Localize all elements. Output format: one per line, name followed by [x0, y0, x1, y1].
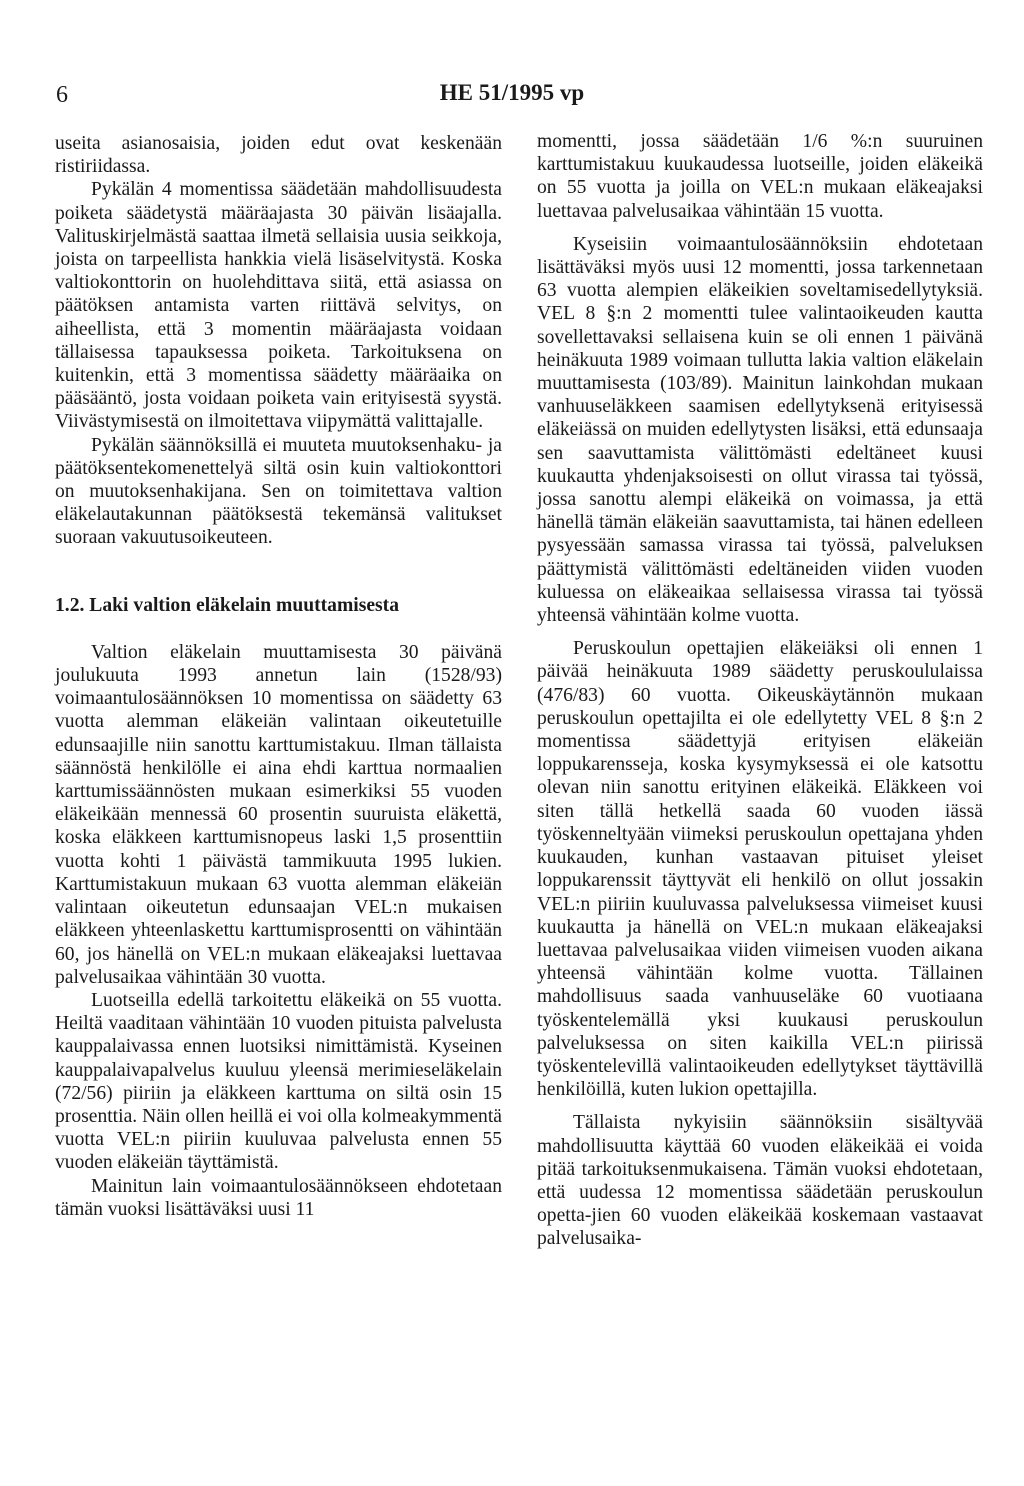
right-column [537, 130, 983, 1251]
running-title: HE 51/1995 vp [439, 80, 585, 105]
left-column [55, 132, 502, 1221]
section-heading: 1.2. Laki valtion eläkelain muuttamisesta [55, 594, 400, 616]
paragraph: momentti, jossa säädetään 1/6 %:n suuruinen karttumistakuu kuukaudessa luotseille, joiden eläkeikä on 55 vuotta ja joilla on VEL:n mukaan eläkeajaksi luettavaa palvelusaikaa vähintään 15 vuotta. [537, 131, 983, 222]
paragraph: useita asianosaisia, joiden edut ovat keskenään ristiriidassa. [55, 133, 502, 178]
page-number: 6 [56, 82, 68, 108]
paragraph: Pykälän 4 momentissa säädetään mahdollisuudesta poiketa säädetystä määräajasta 30 päivän lisäajalla. Valituskirjelmästä saattaa ilmetä sellaisia uusia seikkoja, joista on tarpeellista hankkia vielä lisäselvitystä. Koska valtiokonttorin on huolehdittava siitä, että asiassa on päätöksen antamista varten riittävä selvitys, on aiheellista, että 3 momentin määräajasta voidaan tällaisessa tapauksessa poiketa. Tarkoituksena on kuitenkin, että 3 momentissa säädetty määräaika on pääsääntö, josta voidaan poiketa vain erityisestä syystä. Viivästymisestä on ilmoitettava viipymättä valittajalle. [55, 179, 502, 433]
paragraph: Peruskoulun opettajien eläkeiäksi oli ennen 1 päivää heinäkuuta 1989 säädetty peruskoululaissa (476/83) 60 vuotta. Oikeuskäytännön mukaan peruskoulun opettajilta ei ole edellytetty VEL 8 §:n 2 momentissa säädettyjä erityisen eläkeiän loppukarensseja, koska kysymyksessä ei ole katsottu olevan niin sanottu erityinen eläkeikä. Eläkkeen voi siten tällä hetkellä saada 60 vuoden iässä työskenneltyään viimeksi peruskoulun opettajana yhden kuukauden, kunhan vastaavan pituiset yleiset loppukarenssit täyttyvät eli henkilö on ollut jossakin VEL:n piiriin kuuluvassa palveluksessa viimeiset kuusi kuukautta ja hänellä on VEL:n mukaan eläkeajaksi luettavaa palvelusaikaa viiden viimeisen vuoden aikana yhteensä vähintään kolme vuotta. Tällainen mahdollisuus saada vanhuuseläke 60 vuotiaana työskentelemällä yksi kuukausi peruskoulun palveluksessa on siten kaikilla VEL:n piirissä työskentelevillä valintaoikeuden edellytykset täyttävillä henkilöillä, kuten lukion opettajilla. [537, 638, 983, 1101]
paragraph: Mainitun lain voimaantulosäännökseen ehdotetaan tämän vuoksi lisättäväksi uusi 11 [55, 1175, 502, 1220]
paragraph: Pykälän säännöksillä ei muuteta muutoksenhaku- ja päätöksentekomenettelyä siltä osin kuin valtiokonttori on muutoksenhakijana. Sen on toimitettava valtion eläkelautakunnan päätöksestä tekemänsä valitukset suoraan vakuutusoikeuteen. [55, 434, 502, 549]
paragraph: Valtion eläkelain muuttamisesta 30 päivänä joulukuuta 1993 annetun lain (1528/93) voimaantulosäännöksen 10 momentissa on säädetty 63 vuotta alemman eläkeiän valintaan oikeutetuille edunsaajille niin sanottu karttumistakuu. Ilman tällaista säännöstä henkilölle ei aina ehdi karttua normaalien karttumissäännösten mukaan esimerkiksi 55 vuoden eläkeikään mennessä 60 prosentin suuruista eläkettä, koska eläkkeen karttumisnopeus laski 1,5 prosenttiin vuotta kohti 1 päivästä tammikuuta 1995 lukien. Karttumistakuun mukaan 63 vuotta alemman eläkeiän valintaan oikeutetun edunsaajan VEL:n mukaisen eläkkeen yhteenlaskettu karttumisprosentti on vähintään 60, jos hänellä on VEL:n mukaan eläkeajaksi luettavaa palvelusaikaa vähintään 30 vuotta. [55, 641, 502, 988]
paragraph: Kyseisiin voimaantulosäännöksiin ehdotetaan lisättäväksi myös uusi 12 momentti, jossa tarkennetaan 63 vuotta alempien eläkeikien soveltamisedellytyksiä. VEL 8 §:n 2 momentti tulee valintaoikeuden kautta sovellettavaksi sellaisena kuin se oli ennen 1 päivänä heinäkuuta 1989 voimaan tullutta lakia valtion eläkelain muuttamisesta (103/89). Mainitun lainkohdan mukaan vanhuuseläkkeen saamisen edellytyksenä erityisessä eläkeiässä on muiden edellytysten lisäksi, että edunsaaja sen saavuttamista välittömästi edeltäneet kuusi kuukautta yhdenjaksoisesti on ollut virassa tai työssä, jossa sanottu alempi eläkeikä on voimassa, ja että hänellä tämän eläkeiän saavuttamista, tai hänen edelleen pysyessään samassa virassa tai työssä, palveluksen päättymistä välittömästi edeltäneiden viiden vuoden kuluessa on eläkeaikaa sellaisessa virassa tai työssä yhteensä vähintään kolme vuotta. [537, 233, 983, 627]
paragraph: Tällaista nykyisiin säännöksiin sisältyvää mahdollisuutta käyttää 60 vuoden eläkeikää ei voida pitää tarkoituksenmukaisena. Tämän vuoksi ehdotetaan, että uudessa 12 momentissa säädetään peruskoulun opetta-jien 60 vuoden eläkeikää koskemaan vastaavat palvelusaika- [537, 1112, 983, 1250]
paragraph: Luotseilla edellä tarkoitettu eläkeikä on 55 vuotta. Heiltä vaaditaan vähintään 10 vuoden pituista palvelusta kauppalaivassa ennen luotsiksi nimittämistä. Kyseinen kauppalaivapalvelus kuuluu yleensä merimieseläkelain (72/56) piiriin ja eläkkeen karttuma on siltä osin 15 prosenttia. Näin ollen heillä ei voi olla kolmeakymmentä vuotta VEL:n piiriin kuuluvaa palvelusta ennen 55 vuoden eläkeiän täyttämistä. [55, 989, 502, 1174]
